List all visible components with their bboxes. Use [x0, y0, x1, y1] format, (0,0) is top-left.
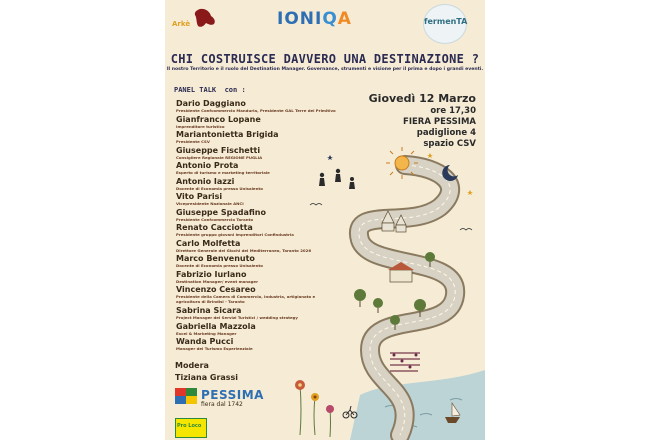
speaker-name: Mariantonietta Brigida [176, 130, 279, 139]
star-icon [327, 155, 333, 160]
speaker-role: Presidente gruppo giovani imprenditori Confindustria [176, 232, 294, 237]
speaker-role: Presidente CSV [176, 139, 210, 144]
speaker-name: Vito Parisi [176, 192, 223, 201]
speaker-role: Presidente Confcommercio Manduria, Presidente GAL Terre del Primitivo [176, 108, 336, 113]
speaker-name: Renato Cacciotta [176, 223, 253, 232]
wildflowers [295, 380, 334, 437]
winding-road-illustration [290, 145, 485, 440]
speaker-role: Vicepresidente Nazionale ANCI [176, 201, 244, 206]
ioniqa-logo-part-2: Q [322, 9, 338, 29]
event-time: ore 17,30 [430, 106, 476, 116]
speaker-role: Direttore Generale dei Giochi del Mediterraneo, Taranto 2026 [176, 247, 312, 253]
speaker-role: Imprenditore turistico [176, 123, 225, 129]
panel-talk-title: PANEL TALK [174, 86, 217, 94]
pessima-logo-subtext: fiera dal 1742 [201, 401, 243, 408]
ioniqa-logo-part-1: IONI [277, 9, 323, 29]
moderator-block [175, 360, 238, 384]
event-date: Giovedì 12 Marzo [368, 92, 476, 105]
speaker-name: Wanda Pucci [176, 337, 234, 346]
star-icon [467, 190, 473, 195]
sun-icon [395, 156, 409, 170]
ioniqa-logo-part-3: A [337, 9, 352, 29]
speaker-name: Gianfranco Lopane [176, 114, 261, 124]
panel-talk-label [174, 86, 246, 94]
speaker-name: Giuseppe Fischetti [176, 145, 261, 155]
speaker-name: Sabrina Sicara [176, 306, 242, 315]
speaker-role: Esperto di turismo e marketing territoriale [176, 170, 270, 175]
speaker-role: Excel & Marketing Manager [176, 330, 237, 336]
speaker-name: Marco Benvenuto [176, 254, 255, 263]
speaker-role: Destination Manager/ event manager [176, 278, 258, 284]
speaker-item [176, 130, 351, 146]
arke-logo [170, 6, 222, 32]
speaker-item [176, 115, 351, 131]
speaker-name: Gabriella Mazzola [176, 321, 256, 331]
speaker-role: Docente di Economia presso Unisalento [176, 263, 263, 268]
pessima-logo-mark [175, 388, 197, 404]
panel-talk-suffix: con : [224, 86, 246, 94]
event-info [348, 92, 476, 150]
poster-subtitle: Il nostro Territorio e il ruolo del Destination Manager. Governance, strumenti e visione per il prima e dopo i grandi eventi. [166, 67, 484, 72]
speaker-role: Presidente della Camera di Commercio, Industria, artigianato e agricoltura di Brindisi - Taranto [176, 294, 316, 304]
speaker-name: Antonio Prota [176, 161, 239, 170]
pro-loco-logo-text: Pro Loco [177, 423, 202, 429]
speaker-name: Antonio Iazzi [176, 176, 235, 186]
speaker-name: Dario Daggiano [176, 99, 246, 108]
event-venue: FIERA PESSIMA [403, 117, 476, 127]
grape-clusters [393, 354, 418, 369]
star-icon [427, 153, 433, 158]
speaker-role: Consigliere Regionale REGIONE PUGLIA [176, 154, 263, 160]
moderator-label: Modera [175, 361, 209, 370]
fermenta-logo [423, 4, 467, 44]
pessima-logo-text: PESSIMA [201, 388, 264, 402]
cyclist-icon [343, 406, 357, 418]
event-pavilion: padiglione 4 [416, 128, 476, 138]
speaker-role: Docente di Economia presso Unisalento [176, 185, 263, 191]
ioniqa-logo [277, 9, 352, 29]
speaker-item [176, 99, 351, 115]
speaker-role: Manager del Turismo Esperienziale [176, 346, 253, 351]
people-figures [319, 169, 355, 189]
speaker-name: Vincenzo Cesareo [176, 285, 256, 294]
event-poster [165, 0, 485, 440]
poster-title: CHI COSTRUISCE DAVVERO UNA DESTINAZIONE ? [170, 52, 480, 66]
speaker-role: Presidente Confcommercio Taranto [176, 216, 254, 222]
pessima-logo [175, 388, 264, 408]
speaker-role: Project Manager dei Servizi Turistici / wedding strategy [176, 315, 298, 320]
sea-shape [350, 370, 485, 440]
speaker-name: Giuseppe Spadafino [176, 207, 266, 217]
fermenta-logo-text: fermenTA [424, 17, 468, 26]
speaker-name: Carlo Molfetta [176, 238, 241, 248]
event-space: spazio CSV [423, 139, 476, 149]
moderator-name: Tiziana Grassi [175, 373, 239, 382]
speaker-name: Fabrizio Iurlano [176, 269, 247, 279]
arke-logo-text: Arkè [172, 20, 191, 28]
pro-loco-logo [175, 418, 207, 438]
farmhouse [390, 270, 412, 282]
